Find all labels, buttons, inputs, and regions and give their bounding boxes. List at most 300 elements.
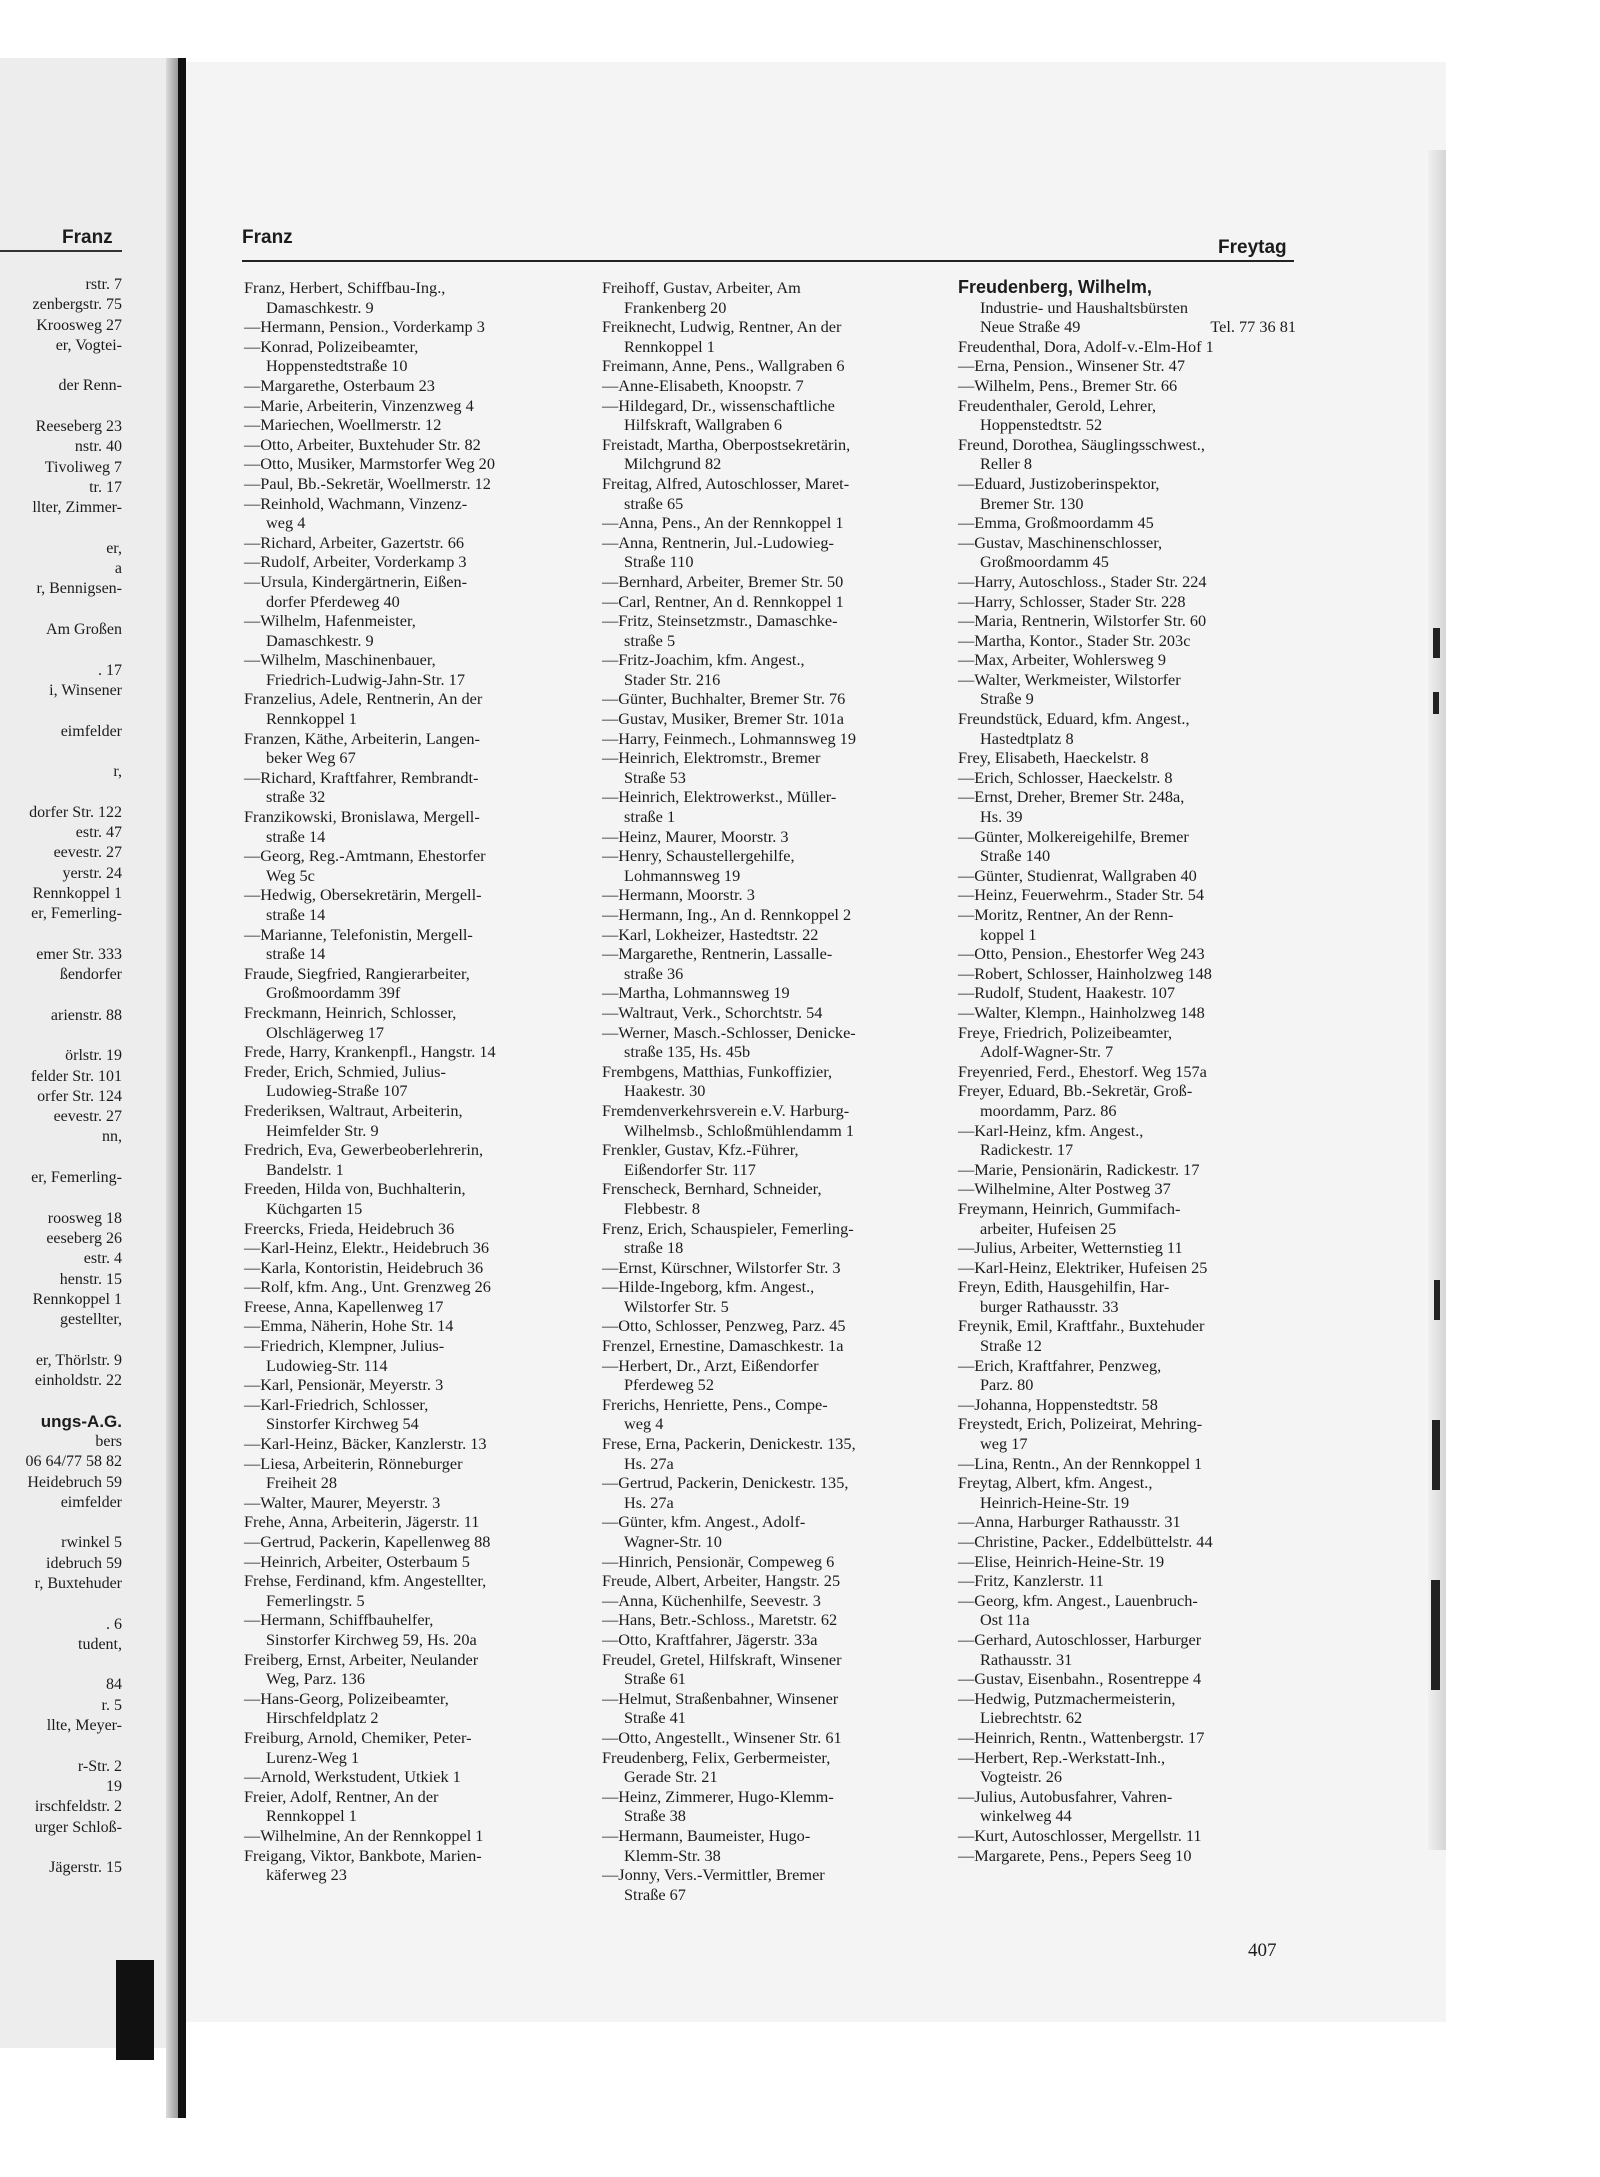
entry-line: —Bernhard, Arbeiter, Bremer Str. 50 — [602, 571, 844, 591]
entry-line: —Otto, Angestellt., Winsener Str. 61 — [602, 1727, 842, 1747]
directory-entry — [602, 689, 922, 709]
entry-line: —Marie, Arbeiterin, Vinzenzweg 4 — [244, 395, 474, 415]
directory-entry — [244, 611, 564, 650]
left-page-line: r. 5 — [101, 1696, 122, 1714]
entry-continuation: Straße 41 — [624, 1708, 686, 1728]
entry-line: —Paul, Bb.-Sekretär, Woellmerstr. 12 — [244, 473, 491, 493]
directory-entry — [602, 1552, 922, 1572]
entry-line: Freytag, Albert, kfm. Angest., — [958, 1473, 1153, 1493]
entry-line: Frenscheck, Bernhard, Schneider, — [602, 1179, 822, 1199]
left-page-line: der Renn- — [58, 377, 122, 395]
entry-line: —Ernst, Dreher, Bremer Str. 248a, — [958, 787, 1185, 807]
entry-continuation: Friedrich-Ludwig-Jahn-Str. 17 — [266, 669, 465, 689]
directory-entry — [602, 1219, 922, 1258]
entry-line: —Carl, Rentner, An d. Rennkoppel 1 — [602, 591, 844, 611]
entry-continuation: Olschlägerweg 17 — [266, 1022, 384, 1042]
directory-entry — [958, 1160, 1296, 1180]
directory-entry — [244, 435, 564, 455]
entry-line: —Rolf, kfm. Ang., Unt. Grenzweg 26 — [244, 1277, 491, 1297]
directory-entry — [602, 846, 922, 885]
entry-continuation: Rennkoppel 1 — [266, 709, 357, 729]
directory-entry — [244, 396, 564, 416]
entry-line: Freder, Erich, Schmied, Julius- — [244, 1061, 446, 1081]
directory-entry — [958, 1081, 1296, 1120]
entry-line: —Marianne, Telefonistin, Mergell- — [244, 924, 473, 944]
left-page-line: ungs-A.G. — [40, 1411, 122, 1431]
directory-entry — [958, 1277, 1296, 1316]
directory-entry — [244, 650, 564, 689]
directory-entry — [958, 1395, 1296, 1415]
entry-continuation: moordamm, Parz. 86 — [980, 1100, 1117, 1120]
entry-line: —Konrad, Polizeibeamter, — [244, 336, 419, 356]
left-page-line: tr. 17 — [89, 478, 122, 496]
entry-line: —Anna, Harburger Rathausstr. 31 — [958, 1512, 1181, 1532]
directory-entry — [602, 1650, 922, 1689]
entry-continuation: Lurenz-Weg 1 — [266, 1747, 360, 1767]
entry-line: —Otto, Musiker, Marmstorfer Weg 20 — [244, 454, 495, 474]
entry-continuation: Damaschkestr. 9 — [266, 630, 374, 650]
entry-line: —Anna, Küchenhilfe, Seevestr. 3 — [602, 1590, 821, 1610]
directory-entry — [244, 1571, 564, 1610]
binding-shadow — [116, 1960, 154, 2060]
book-gutter — [178, 58, 186, 2118]
left-page-line — [0, 1148, 122, 1168]
entry-line: Freimann, Anne, Pens., Wallgraben 6 — [602, 356, 845, 376]
entry-line: —Hermann, Ing., An d. Rennkoppel 2 — [602, 905, 852, 924]
entry-line: Freihoff, Gustav, Arbeiter, Am — [602, 278, 801, 297]
directory-entry — [244, 317, 564, 337]
entry-line: —Julius, Autobusfahrer, Vahren- — [958, 1786, 1173, 1806]
left-page-line: 84 — [106, 1676, 122, 1694]
directory-entry — [958, 1532, 1296, 1552]
entry-continuation: Bremer Str. 130 — [980, 493, 1084, 513]
entry-continuation: Eißendorfer Str. 117 — [624, 1159, 756, 1179]
running-head-right: Freytag — [1218, 237, 1287, 258]
left-page-line: er, Thörlstr. 9 — [35, 1351, 122, 1369]
left-page-line — [0, 1188, 122, 1208]
directory-entry — [244, 1787, 564, 1826]
left-page-line: eimfelder — [60, 1493, 122, 1511]
directory-entry — [958, 1414, 1296, 1453]
left-page-line — [0, 1513, 122, 1533]
directory-column-2 — [602, 278, 922, 1904]
entry-line: —Karl, Pensionär, Meyerstr. 3 — [244, 1375, 444, 1395]
directory-entry — [958, 1591, 1296, 1630]
directory-entry — [244, 376, 564, 396]
entry-line: —Walter, Werkmeister, Wilstorfer — [958, 669, 1181, 689]
directory-entry — [602, 1689, 922, 1728]
entry-continuation: Bandelstr. 1 — [266, 1159, 344, 1179]
left-page-line: Rennkoppel 1 — [32, 884, 122, 902]
entry-line: —Walter, Klempn., Hainholzweg 148 — [958, 1002, 1205, 1022]
entry-line: Freude, Albert, Arbeiter, Hangstr. 25 — [602, 1571, 841, 1591]
entry-line: —Henry, Schaustellergehilfe, — [602, 846, 795, 866]
directory-entry — [244, 729, 564, 768]
left-page-line: Rennkoppel 1 — [32, 1290, 122, 1308]
entry-continuation: Hoppenstedtstr. 52 — [980, 415, 1103, 435]
directory-entry — [958, 1179, 1296, 1199]
directory-entry — [244, 278, 564, 317]
directory-entry — [958, 396, 1296, 435]
entry-continuation: Hoppenstedtstraße 10 — [266, 356, 408, 376]
entry-line: Freier, Adolf, Rentner, An der — [244, 1786, 439, 1806]
directory-entry — [602, 1023, 922, 1062]
entry-line: Freudel, Gretel, Hilfskraft, Winsener — [602, 1649, 842, 1669]
entry-continuation: Ludowieg-Straße 107 — [266, 1081, 408, 1101]
entry-line: —Hans-Georg, Polizeibeamter, — [244, 1688, 449, 1708]
directory-entry — [244, 1846, 564, 1885]
left-page-line — [0, 1026, 122, 1046]
directory-entry — [244, 1219, 564, 1239]
directory-entry — [958, 787, 1296, 826]
entry-line: —Heinrich, Elektromstr., Bremer — [602, 748, 821, 768]
directory-entry — [958, 592, 1296, 612]
entry-line: —Ernst, Kürschner, Wilstorfer Str. 3 — [602, 1257, 841, 1277]
directory-entry — [602, 1512, 922, 1551]
entry-line: —Hilde-Ingeborg, kfm. Angest., — [602, 1277, 815, 1297]
left-page-line: eevestr. 27 — [53, 844, 122, 862]
entry-line: —Hildegard, Dr., wissenschaftliche — [602, 395, 835, 415]
entry-line: —Margarethe, Rentnerin, Lassalle- — [602, 944, 833, 964]
entry-continuation: Radickestr. 17 — [980, 1140, 1074, 1160]
entry-line: —Karl-Heinz, Bäcker, Kanzlerstr. 13 — [244, 1434, 487, 1454]
entry-line: —Günter, kfm. Angest., Adolf- — [602, 1512, 806, 1532]
entry-continuation: Milchgrund 82 — [624, 454, 722, 474]
entry-continuation: Lohmannsweg 19 — [624, 865, 741, 885]
directory-entry — [602, 944, 922, 983]
directory-entry — [244, 1003, 564, 1042]
entry-continuation: Weg 5c — [266, 865, 315, 885]
directory-entry — [244, 572, 564, 611]
entry-line: —Liesa, Arbeiterin, Rönneburger — [244, 1453, 463, 1473]
left-page-line: Tivoliweg 7 — [44, 458, 122, 476]
directory-entry — [602, 513, 922, 533]
entry-line: —Fritz-Joachim, kfm. Angest., — [602, 650, 805, 670]
entry-line: —Günter, Buchhalter, Bremer Str. 76 — [602, 689, 846, 709]
firm-address-row — [958, 317, 1296, 337]
left-page-line: r, — [113, 763, 122, 781]
entry-line: —Otto, Arbeiter, Buxtehuder Str. 82 — [244, 434, 481, 454]
left-page-line: ßendorfer — [59, 966, 122, 984]
directory-entry — [602, 278, 922, 317]
directory-entry — [958, 611, 1296, 631]
entry-continuation: Straße 110 — [624, 552, 694, 572]
directory-entry — [958, 748, 1296, 768]
entry-line: —Christine, Packer., Eddelbüttelstr. 44 — [958, 1532, 1213, 1551]
entry-line: —Hermann, Schiffbauhelfer, — [244, 1610, 434, 1630]
entry-line: —Otto, Kraftfahrer, Jägerstr. 33a — [602, 1629, 818, 1649]
entry-line: —Heinz, Maurer, Moorstr. 3 — [602, 826, 789, 846]
entry-continuation: Heinrich-Heine-Str. 19 — [980, 1492, 1130, 1512]
entry-continuation: straße 14 — [266, 905, 326, 924]
directory-entry — [958, 1826, 1296, 1846]
entry-continuation: Hilfskraft, Wallgraben 6 — [624, 415, 782, 435]
entry-line: Frenkler, Gustav, Kfz.-Führer, — [602, 1140, 799, 1160]
entry-line: —Mariechen, Woellmerstr. 12 — [244, 415, 442, 435]
directory-entry — [244, 885, 564, 924]
entry-line: —Fritz, Kanzlerstr. 11 — [958, 1571, 1104, 1591]
entry-line: Freyn, Edith, Hausgehilfin, Har- — [958, 1277, 1170, 1297]
left-page-line: er, Vogtei- — [55, 336, 122, 354]
entry-line: —Erich, Kraftfahrer, Penzweg, — [958, 1355, 1162, 1375]
entry-line: Freye, Friedrich, Polizeibeamter, — [958, 1022, 1173, 1042]
left-page-line: er, Femerling- — [31, 905, 122, 923]
directory-entry — [602, 1591, 922, 1611]
directory-entry — [602, 1826, 922, 1865]
entry-continuation: Frankenberg 20 — [624, 297, 727, 317]
entry-continuation: straße 14 — [266, 944, 326, 964]
entry-line: Frehse, Ferdinand, kfm. Angestellter, — [244, 1571, 487, 1591]
left-page-line: felder Str. 101 — [30, 1067, 122, 1085]
directory-entry — [602, 474, 922, 513]
directory-entry — [244, 552, 564, 572]
directory-entry — [958, 983, 1296, 1003]
directory-entry — [244, 474, 564, 494]
directory-entry — [958, 1003, 1296, 1023]
entry-line: Fredrich, Eva, Gewerbeoberlehrerin, — [244, 1140, 484, 1160]
directory-entry — [602, 709, 922, 729]
entry-continuation: Rennkoppel 1 — [266, 1806, 357, 1826]
entry-line: —Julius, Arbeiter, Wetternstieg 11 — [958, 1238, 1183, 1258]
directory-entry — [244, 1728, 564, 1767]
entry-line: —Maria, Rentnerin, Wilstorfer Str. 60 — [958, 611, 1207, 631]
directory-entry — [602, 1434, 922, 1473]
left-page-line — [0, 985, 122, 1005]
entry-line: Fraude, Siegfried, Rangierarbeiter, — [244, 963, 470, 983]
directory-entry — [958, 1689, 1296, 1728]
entry-line: Freckmann, Heinrich, Schlosser, — [244, 1002, 457, 1022]
directory-entry — [244, 337, 564, 376]
entry-line: —Anne-Elisabeth, Knoopstr. 7 — [602, 375, 804, 395]
print-blot — [1433, 628, 1440, 658]
entry-line: —Erich, Schlosser, Haeckelstr. 8 — [958, 767, 1173, 787]
directory-entry — [958, 1199, 1296, 1238]
left-page-line: arienstr. 88 — [50, 1006, 122, 1024]
entry-line: Freund, Dorothea, Säuglingsschwest., — [958, 434, 1205, 454]
left-page-line — [0, 742, 122, 762]
left-page-line: Kroosweg 27 — [36, 316, 122, 334]
entry-continuation: weg 17 — [980, 1434, 1028, 1454]
entry-line: Freistadt, Martha, Oberpostsekretärin, — [602, 434, 851, 454]
entry-line: —Herbert, Dr., Arzt, Eißendorfer — [602, 1355, 819, 1375]
entry-continuation: straße 32 — [266, 787, 326, 807]
left-page-line: nstr. 40 — [74, 438, 122, 456]
left-page-line — [0, 519, 122, 539]
entry-continuation: Rennkoppel 1 — [624, 336, 715, 356]
entry-line: —Emma, Näherin, Hohe Str. 14 — [244, 1316, 454, 1336]
directory-entry — [602, 1571, 922, 1591]
directory-entry — [958, 356, 1296, 376]
directory-entry — [602, 885, 922, 905]
entry-line: —Elise, Heinrich-Heine-Str. 19 — [958, 1551, 1165, 1571]
left-page-line: örlstr. 19 — [65, 1047, 122, 1065]
entry-line: —Wilhelm, Maschinenbauer, — [244, 650, 436, 670]
entry-line: —Georg, Reg.-Amtmann, Ehestorfer — [244, 846, 486, 866]
directory-entry — [244, 454, 564, 474]
entry-line: —Herbert, Rep.-Werkstatt-Inh., — [958, 1747, 1166, 1767]
directory-entry — [602, 1610, 922, 1630]
entry-continuation: Femerlingstr. 5 — [266, 1590, 365, 1610]
directory-entry — [244, 964, 564, 1003]
entry-line: —Rudolf, Student, Haakestr. 107 — [958, 983, 1176, 1003]
entry-line: —Harry, Feinmech., Lohmannsweg 19 — [602, 728, 856, 748]
left-page-line: urger Schloß- — [34, 1818, 122, 1836]
entry-line: —Jonny, Vers.-Vermittler, Bremer — [602, 1865, 825, 1885]
entry-continuation: Hs. 27a — [624, 1453, 674, 1473]
directory-entry — [244, 689, 564, 728]
directory-entry — [958, 572, 1296, 592]
entry-continuation: straße 65 — [624, 493, 684, 513]
entry-line: —Gustav, Maschinenschlosser, — [958, 532, 1163, 552]
left-page-line: henstr. 15 — [59, 1270, 122, 1288]
entry-line: —Karl-Heinz, Elektriker, Hufeisen 25 — [958, 1257, 1208, 1277]
entry-line: Frembgens, Matthias, Funkoffizier, — [602, 1061, 833, 1081]
entry-line: —Helmut, Straßenbahner, Winsener — [602, 1688, 839, 1708]
entry-line: —Otto, Pension., Ehestorfer Weg 243 — [958, 944, 1205, 964]
entry-line: Franzikowski, Bronislawa, Mergell- — [244, 807, 480, 827]
entry-line: Freercks, Frieda, Heidebruch 36 — [244, 1218, 455, 1238]
left-page-line: einholdstr. 22 — [34, 1372, 122, 1390]
left-page-line — [0, 640, 122, 660]
directory-entry — [244, 1532, 564, 1552]
left-page-header: Franz — [62, 227, 113, 248]
directory-entry — [602, 1728, 922, 1748]
entry-line: —Otto, Schlosser, Penzweg, Parz. 45 — [602, 1316, 846, 1336]
entry-line: —Karl-Heinz, kfm. Angest., — [958, 1120, 1144, 1140]
entry-line: —Wilhelm, Hafenmeister, — [244, 611, 416, 631]
directory-entry — [602, 592, 922, 612]
directory-entry — [244, 1767, 564, 1787]
directory-entry — [602, 787, 922, 826]
directory-entry — [244, 494, 564, 533]
entry-line: —Karl-Friedrich, Schlosser, — [244, 1394, 429, 1414]
directory-entry — [602, 356, 922, 376]
directory-entry — [602, 1101, 922, 1140]
entry-continuation: Heimfelder Str. 9 — [266, 1120, 379, 1140]
print-blot — [1433, 692, 1439, 714]
left-page-line — [0, 1736, 122, 1756]
entry-continuation: Stader Str. 216 — [624, 669, 721, 689]
left-page-line: orfer Str. 124 — [37, 1087, 122, 1105]
left-page-column — [0, 275, 122, 1878]
entry-line: Frehe, Anna, Arbeiterin, Jägerstr. 11 — [244, 1512, 480, 1532]
directory-entry — [602, 1787, 922, 1826]
entry-line: Frede, Harry, Krankenpfl., Hangstr. 14 — [244, 1042, 496, 1062]
left-page-line: nn, — [102, 1128, 122, 1146]
left-page-line: . 17 — [98, 661, 122, 679]
left-page-line — [0, 600, 122, 620]
entry-line: —Gertrud, Packerin, Kapellenweg 88 — [244, 1532, 491, 1551]
firm-description: Industrie- und Haushaltsbürsten — [980, 297, 1188, 317]
left-page-line: 19 — [106, 1777, 122, 1795]
directory-entry — [958, 1062, 1296, 1082]
directory-entry — [958, 964, 1296, 984]
entry-continuation: Flebbestr. 8 — [624, 1198, 700, 1218]
entry-line: —Karla, Kontoristin, Heidebruch 36 — [244, 1257, 484, 1277]
entry-line: Franzen, Käthe, Arbeiterin, Langen- — [244, 728, 480, 748]
left-page-line: er, Femerling- — [31, 1169, 122, 1187]
directory-entry — [244, 1140, 564, 1179]
entry-line: —Fritz, Steinsetzmstr., Damaschke- — [602, 611, 838, 631]
directory-entry — [602, 317, 922, 356]
directory-entry — [958, 513, 1296, 533]
firm-telephone: Tel. 77 36 81 — [1210, 317, 1296, 337]
directory-entry — [602, 533, 922, 572]
directory-entry — [958, 1630, 1296, 1669]
directory-entry — [602, 1865, 922, 1904]
directory-entry — [602, 1179, 922, 1218]
entry-continuation: Hs. 39 — [980, 807, 1023, 827]
entry-line: —Günter, Molkereigehilfe, Bremer — [958, 826, 1189, 846]
directory-entry — [602, 748, 922, 787]
entry-continuation: winkelweg 44 — [980, 1806, 1072, 1826]
directory-entry — [958, 1846, 1296, 1866]
entry-line: —Gustav, Musiker, Bremer Str. 101a — [602, 709, 845, 729]
left-page-line: i, Winsener — [49, 681, 122, 699]
entry-line: Freiknecht, Ludwig, Rentner, An der — [602, 317, 842, 337]
page-number: 407 — [1248, 1940, 1277, 1961]
entry-continuation: Wilhelmsb., Schloßmühlendamm 1 — [624, 1120, 854, 1140]
entry-line: —Ursula, Kindergärtnerin, Eißen- — [244, 571, 468, 591]
left-page-line: estr. 4 — [83, 1250, 122, 1268]
entry-line: Freudenberg, Felix, Gerbermeister, — [602, 1747, 831, 1767]
entry-continuation: Hastedtplatz 8 — [980, 728, 1074, 748]
entry-continuation: Hirschfeldplatz 2 — [266, 1708, 379, 1728]
entry-line: Freymann, Heinrich, Gummifach- — [958, 1198, 1181, 1218]
directory-entry — [958, 670, 1296, 709]
directory-entry — [602, 1258, 922, 1278]
directory-entry — [958, 1748, 1296, 1787]
entry-line: —Hedwig, Putzmachermeisterin, — [958, 1688, 1176, 1708]
directory-entry — [602, 925, 922, 945]
directory-entry — [958, 1258, 1296, 1278]
entry-line: —Karl, Lokheizer, Hastedtstr. 22 — [602, 924, 819, 944]
running-head-left: Franz — [242, 227, 293, 248]
directory-entry — [958, 1552, 1296, 1572]
left-page-line: tudent, — [78, 1635, 122, 1653]
directory-column-3-entries — [958, 337, 1296, 1865]
directory-entry — [244, 1062, 564, 1101]
directory-entry — [602, 729, 922, 749]
entry-line: —Harry, Schlosser, Stader Str. 228 — [958, 591, 1186, 611]
entry-line: Frese, Erna, Packerin, Denickestr. 135, — [602, 1434, 856, 1454]
entry-continuation: Gerade Str. 21 — [624, 1767, 718, 1787]
directory-entry — [244, 415, 564, 435]
left-page-line: Am Großen — [46, 621, 122, 639]
directory-entry — [244, 807, 564, 846]
entry-line: Franzelius, Adele, Rentnerin, An der — [244, 689, 483, 709]
header-rule — [242, 260, 1294, 262]
directory-entry — [958, 1356, 1296, 1395]
entry-line: Fremdenverkehrsverein e.V. Harburg- — [602, 1100, 850, 1120]
entry-line: —Wilhelmine, Alter Postweg 37 — [958, 1179, 1171, 1199]
directory-entry — [602, 376, 922, 396]
entry-continuation: Großmoordamm 39f — [266, 983, 401, 1003]
entry-continuation: Hs. 27a — [624, 1492, 674, 1512]
entry-line: Frey, Elisabeth, Haeckelstr. 8 — [958, 748, 1149, 768]
left-page-line: dorfer Str. 122 — [29, 803, 122, 821]
directory-entry — [958, 866, 1296, 886]
directory-entry — [602, 1140, 922, 1179]
directory-entry — [602, 1630, 922, 1650]
entry-continuation: Straße 38 — [624, 1806, 686, 1826]
entry-continuation: straße 1 — [624, 807, 676, 827]
directory-entry — [602, 1336, 922, 1356]
directory-entry — [244, 1826, 564, 1846]
left-page-line — [0, 356, 122, 376]
entry-line: Freudenthaler, Gerold, Lehrer, — [958, 395, 1157, 415]
left-page-line — [0, 701, 122, 721]
